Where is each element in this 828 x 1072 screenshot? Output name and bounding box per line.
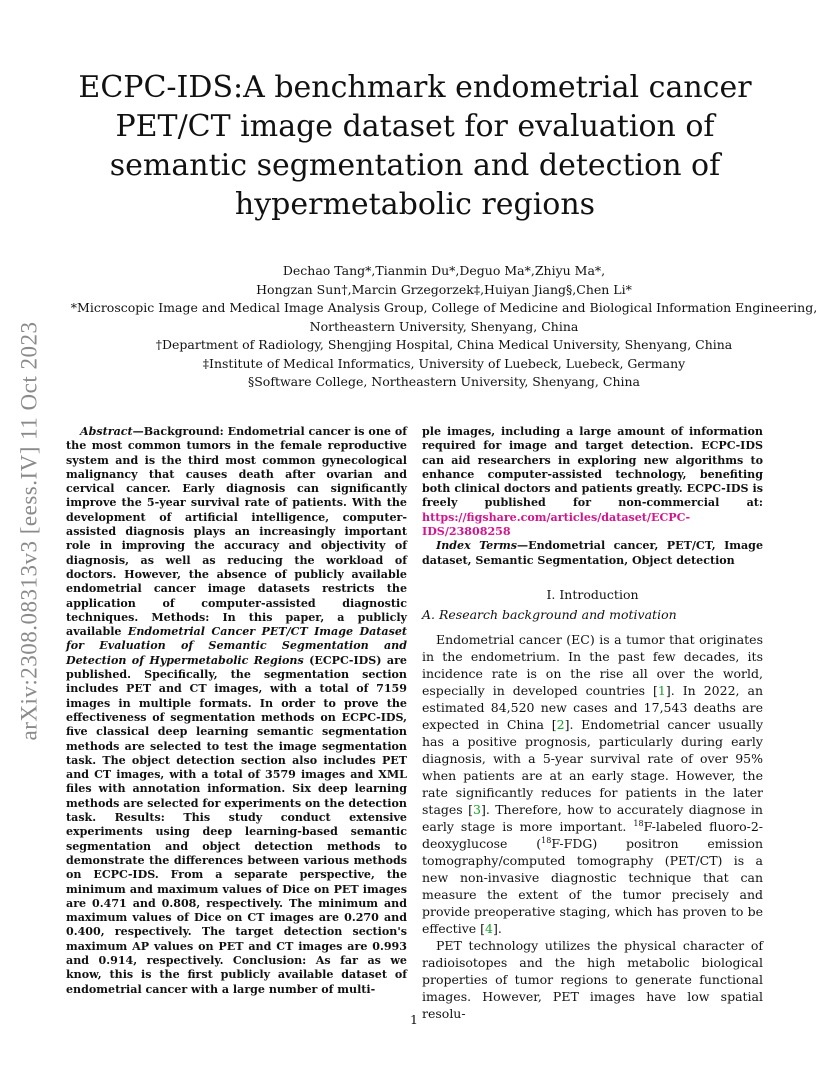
p1-text-d: ]. Therefore, how to accurately diagnose in early stage is more important.	[422, 801, 763, 834]
affiliation-1: *Microscopic Image and Medical Image Analysis Group, College of Medicine and Biological Information Engineering,	[70, 300, 818, 315]
citation-2[interactable]: 2	[556, 716, 565, 732]
p1-text-a: Endometrial cancer (EC) is a tumor that originates in the endometrium. In the past few decades, its incidence rate is on the rise all over the world, especially in developed countries [	[422, 631, 763, 698]
paper-title: ECPC-IDS:A benchmark endometrial cancer PET/CT image dataset for evaluation of semantic segmentation and detection of hypermetabolic regions	[78, 70, 752, 222]
author-block	[60, 262, 828, 392]
intro-paragraph-1	[422, 631, 763, 937]
dataset-link[interactable]: https://figshare.com/articles/dataset/ECPC-IDS/23808258	[422, 510, 691, 539]
abstract	[66, 425, 407, 997]
affiliation-4: §Software College, Northeastern University, Shenyang, China	[247, 374, 640, 389]
citation-1[interactable]: 1	[657, 682, 666, 698]
superscript-18: 18	[633, 818, 644, 828]
abstract-text-b-right: ple images, including a large amount of information required for image and target detection. ECPC-IDS can aid researchers in exploring new algorithms to enhance computer-assisted technology, benefiting both clinical doctors and patients greatly. ECPC-IDS is freely published for non-commercial at:	[422, 425, 763, 510]
abstract-dataset-name: Endometrial Cancer PET/CT Image Dataset for Evaluation of Semantic Segmentation and Detection of Hypermetabolic Regions	[66, 625, 407, 667]
superscript-18: 18	[541, 835, 552, 845]
index-terms	[422, 539, 763, 568]
p1-text-e: F-labeled fluoro-2-deoxyglucose (	[422, 818, 763, 851]
abstract-text-a: —Background: Endometrial cancer is one of the most common tumors in the female reproductive system and is the third most common gynecological malignancy that causes death after ovarian and cervical cancer. Early diagnosis can significantly improve the 5-year survival rate of patients. With the development of artificial intelligence, computer-assisted diagnosis plays an increasingly important role in improving the accuracy and objectivity of diagnosis, as well as reducing the workload of doctors. However, the absence of publicly available endometrial cancer image datasets restricts the application of computer-assisted diagnostic techniques. Methods: In this paper, a publicly available	[66, 425, 407, 639]
section-heading: I. Introduction	[546, 586, 639, 602]
author-line-1: Dechao Tang*,Tianmin Du*,Deguo Ma*,Zhiyu Ma*,	[282, 263, 606, 278]
index-terms-text: —Endometrial cancer, PET/CT, Image dataset, Semantic Segmentation, Object detection	[422, 539, 763, 567]
abstract-label: Abstract	[80, 425, 133, 438]
author-line-2: Hongzan Sun†,Marcin Grzegorzek‡,Huiyan Jiang§,Chen Li*	[256, 281, 632, 297]
p1-text-b: ]. In 2022, an estimated 84,520 new cases and 17,543 deaths are expected in China [	[422, 682, 764, 732]
arxiv-stamp	[8, 290, 52, 772]
affiliation-3: ‡Institute of Medical Informatics, University of Luebeck, Luebeck, Germany	[202, 355, 686, 371]
affiliation-2: †Department of Radiology, Shengjing Hospital, China Medical University, Shenyang, China	[155, 337, 733, 352]
p1-text-g: ].	[492, 920, 502, 936]
left-column	[66, 425, 407, 997]
page-number: 1	[410, 1012, 418, 1027]
subsection-heading: A. Research background and motivation	[422, 607, 677, 623]
intro-paragraph-2: PET technology utilizes the physical character of radioisotopes and the high metabolic biological properties of tumor regions to generate functional images. However, PET images have low spatial resolu-	[422, 937, 763, 1021]
right-column	[422, 425, 763, 1022]
citation-4[interactable]: 4	[485, 920, 493, 936]
index-terms-label: Index Terms	[436, 539, 518, 553]
abstract-continued	[422, 425, 763, 539]
p1-text-f: F-FDG) positron emission tomography/computed tomography (PET/CT) is a new non-invasive diagnostic technique that can measure the extent of the tumor precisely and provide preoperative staging, which has proven to be effective [	[422, 835, 763, 936]
affiliation-1-cont: Northeastern University, Shenyang, China	[309, 318, 579, 334]
abstract-text-b-left: (ECPC-IDS) are published. Specifically, the segmentation section includes PET and CT images, with a total of 7159 images in multiple formats. In order to prove the effectiveness of segmentation methods on ECPC-IDS, five classical deep learning semantic segmentation methods are selected to test the image segmentation task. The object detection section also includes PET and CT images, with a total of 3579 images and XML files with annotation information. Six deep learning methods are selected for experiments on the detection task. Results: This study conduct extensive experiments using deep learning-based semantic segmentation and object detection methods to demonstrate the differences between various methods on ECPC-IDS. From a separate perspective, the minimum and maximum values of Dice on PET images are 0.471 and 0.808, respectively. The minimum and maximum values of Dice on CT images are 0.270 and 0.400, respectively. The target detection section's maximum AP values on PET and CT images are 0.993 and 0.914, respectively. Conclusion: As far as we know, this is the first publicly available dataset of endometrial cancer with a large number of multi-	[66, 653, 407, 996]
arxiv-stamp-text: arXiv:2308.08313v3 [eess.IV] 11 Oct 2023	[17, 321, 42, 741]
citation-3[interactable]: 3	[472, 801, 481, 817]
p1-text-c: ]. Endometrial cancer usually has a positive prognosis, particularly during early diagnosis, with a 5-year survival rate of over 95% when patients are at an early stage. However, the rate significantly reduces for patients in the later stages [	[422, 716, 764, 817]
